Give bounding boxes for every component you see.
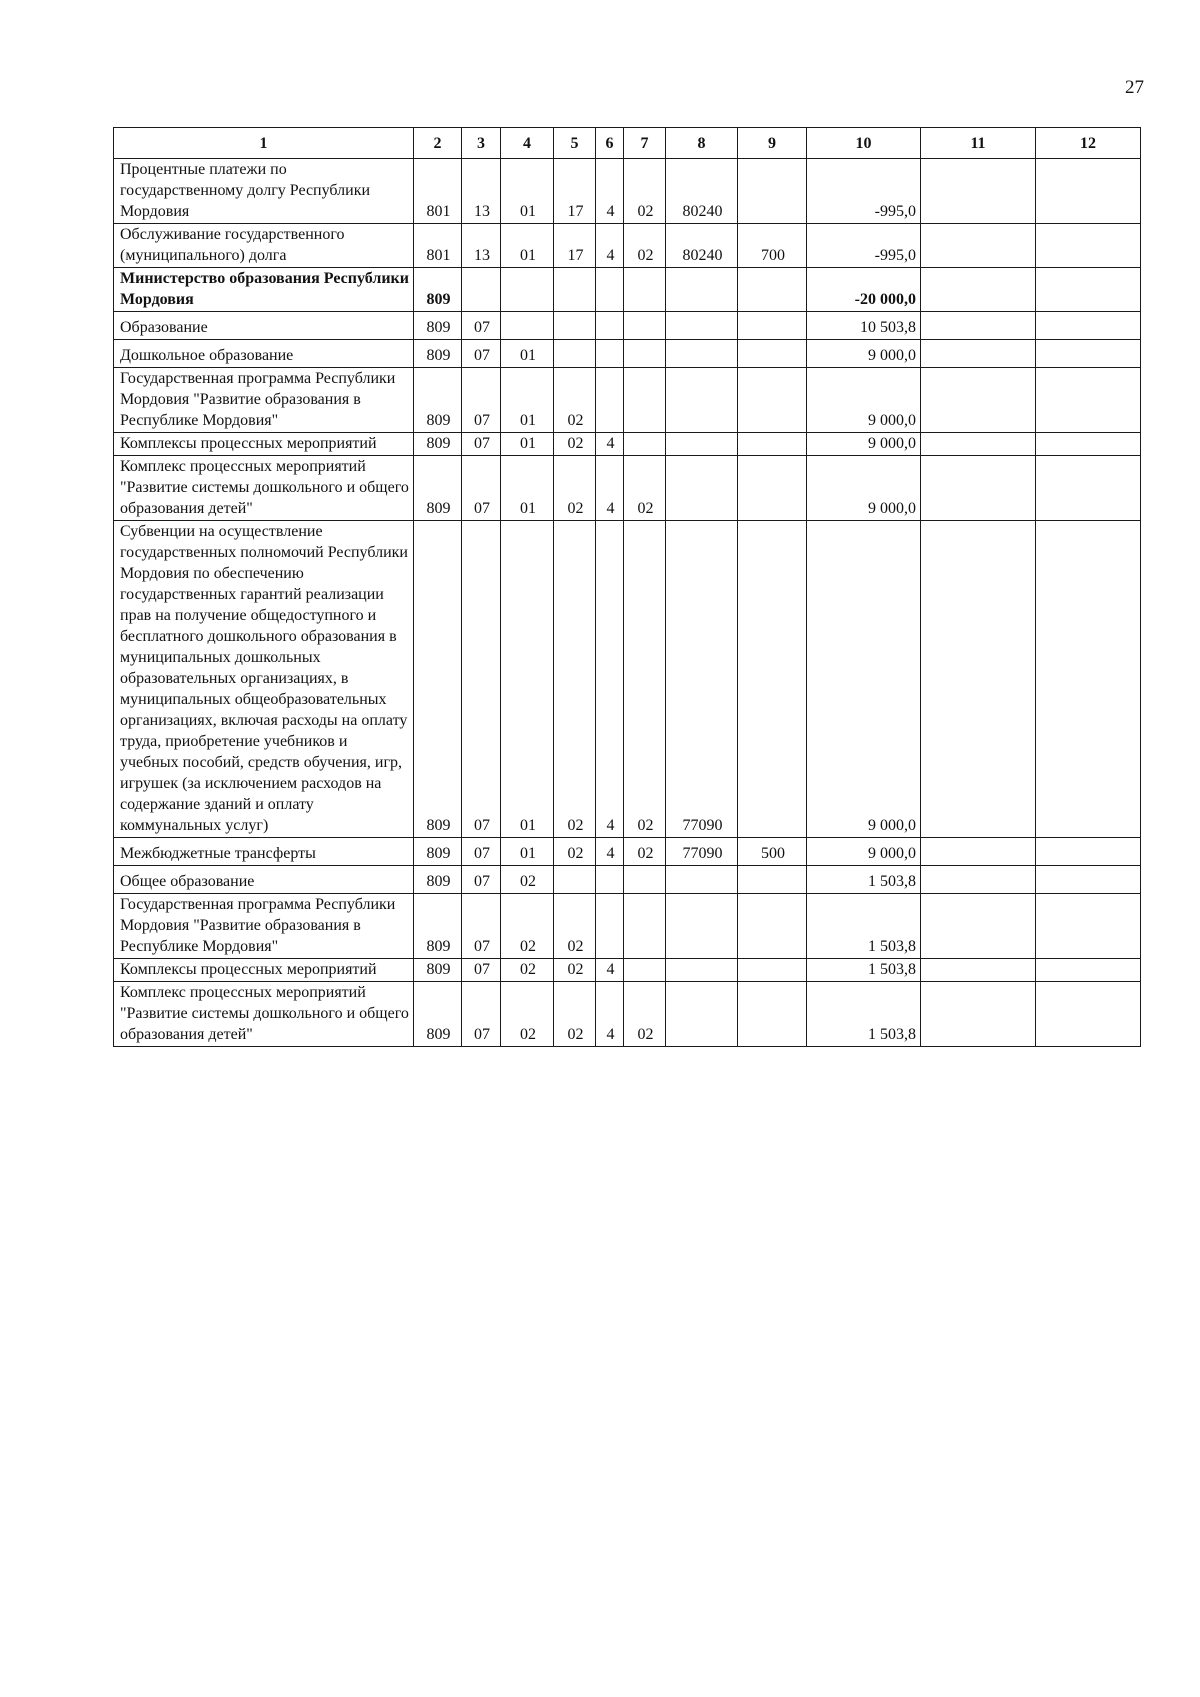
- cell-col-9: 500: [738, 838, 807, 866]
- amount-cell: 9 000,0: [807, 433, 921, 456]
- item-name-cell: Межбюджетные трансферты: [114, 838, 414, 866]
- cell-col-6: [596, 368, 624, 433]
- cell-col-12: [1036, 159, 1141, 224]
- cell-col-2: 801: [414, 159, 462, 224]
- cell-col-6: 4: [596, 456, 624, 521]
- column-header: 3: [462, 128, 501, 159]
- cell-col-6: 4: [596, 224, 624, 268]
- column-header: 4: [501, 128, 554, 159]
- table-row: [114, 340, 1141, 368]
- amount-cell: -995,0: [807, 159, 921, 224]
- cell-col-5: 02: [554, 368, 596, 433]
- cell-col-9: [738, 159, 807, 224]
- column-header: 7: [624, 128, 666, 159]
- cell-col-9: [738, 456, 807, 521]
- cell-col-11: [921, 456, 1036, 521]
- cell-col-11: [921, 340, 1036, 368]
- table-row: [114, 838, 1141, 866]
- cell-col-4: 01: [501, 159, 554, 224]
- page-number: 27: [1125, 77, 1144, 98]
- cell-col-4: 02: [501, 866, 554, 894]
- cell-col-12: [1036, 340, 1141, 368]
- cell-col-8: [666, 866, 738, 894]
- cell-col-6: [596, 866, 624, 894]
- amount-cell: -995,0: [807, 224, 921, 268]
- cell-col-7: 02: [624, 159, 666, 224]
- cell-col-6: [596, 894, 624, 959]
- column-header: 1: [114, 128, 414, 159]
- cell-col-12: [1036, 224, 1141, 268]
- cell-col-11: [921, 224, 1036, 268]
- amount-cell: -20 000,0: [807, 268, 921, 312]
- cell-col-3: 07: [462, 433, 501, 456]
- item-name-cell: Государственная программа Республики Мордовия "Развитие образования в Республике Мордовия": [114, 368, 414, 433]
- budget-table: [113, 127, 1141, 1047]
- cell-col-2: 809: [414, 433, 462, 456]
- cell-col-9: 700: [738, 224, 807, 268]
- item-name-cell: Процентные платежи по государственному долгу Республики Мордовия: [114, 159, 414, 224]
- cell-col-3: 07: [462, 894, 501, 959]
- cell-col-12: [1036, 866, 1141, 894]
- cell-col-3: 07: [462, 866, 501, 894]
- item-name-cell: Министерство образования Республики Мордовия: [114, 268, 414, 312]
- cell-col-11: [921, 521, 1036, 838]
- cell-col-7: [624, 433, 666, 456]
- cell-col-12: [1036, 982, 1141, 1047]
- cell-col-3: 07: [462, 959, 501, 982]
- cell-col-9: [738, 268, 807, 312]
- cell-col-6: [596, 312, 624, 340]
- cell-col-4: 01: [501, 224, 554, 268]
- cell-col-2: 801: [414, 224, 462, 268]
- table-row: [114, 368, 1141, 433]
- column-header: 10: [807, 128, 921, 159]
- cell-col-3: 13: [462, 159, 501, 224]
- table-row: [114, 312, 1141, 340]
- cell-col-9: [738, 521, 807, 838]
- amount-cell: 9 000,0: [807, 838, 921, 866]
- item-name-cell: Общее образование: [114, 866, 414, 894]
- item-name-cell: Комплекс процессных мероприятий "Развитие системы дошкольного и общего образования детей": [114, 982, 414, 1047]
- cell-col-9: [738, 368, 807, 433]
- cell-col-7: [624, 368, 666, 433]
- cell-col-7: [624, 312, 666, 340]
- cell-col-12: [1036, 456, 1141, 521]
- cell-col-2: 809: [414, 894, 462, 959]
- cell-col-5: 02: [554, 982, 596, 1047]
- table-row: [114, 866, 1141, 894]
- column-header: 6: [596, 128, 624, 159]
- cell-col-9: [738, 959, 807, 982]
- cell-col-11: [921, 982, 1036, 1047]
- cell-col-4: 01: [501, 456, 554, 521]
- cell-col-2: 809: [414, 959, 462, 982]
- amount-cell: 1 503,8: [807, 866, 921, 894]
- cell-col-2: 809: [414, 866, 462, 894]
- cell-col-3: 13: [462, 224, 501, 268]
- cell-col-2: 809: [414, 838, 462, 866]
- table-row: [114, 521, 1141, 838]
- cell-col-12: [1036, 894, 1141, 959]
- cell-col-5: [554, 340, 596, 368]
- item-name-cell: Субвенции на осуществление государственных полномочий Республики Мордовия по обеспечению государственных гарантий реализации прав на получение общедоступного и бесплатного дошкольного образования в муниципальных дошкольных образовательных организациях, в муниципальных общеобразовательных организациях, включая расходы на оплату труда, приобретение учебников и учебных пособий, средств обучения, игр, игрушек (за исключением расходов на содержание зданий и оплату коммунальных услуг): [114, 521, 414, 838]
- cell-col-2: 809: [414, 268, 462, 312]
- column-header: 12: [1036, 128, 1141, 159]
- cell-col-11: [921, 368, 1036, 433]
- column-header: 5: [554, 128, 596, 159]
- cell-col-8: [666, 312, 738, 340]
- cell-col-4: 01: [501, 521, 554, 838]
- table-row: [114, 456, 1141, 521]
- cell-col-5: 02: [554, 521, 596, 838]
- cell-col-4: 01: [501, 433, 554, 456]
- cell-col-7: [624, 866, 666, 894]
- cell-col-4: 02: [501, 894, 554, 959]
- amount-cell: 1 503,8: [807, 959, 921, 982]
- cell-col-2: 809: [414, 521, 462, 838]
- cell-col-3: 07: [462, 368, 501, 433]
- cell-col-8: [666, 959, 738, 982]
- cell-col-3: 07: [462, 456, 501, 521]
- amount-cell: 9 000,0: [807, 368, 921, 433]
- cell-col-3: 07: [462, 340, 501, 368]
- cell-col-8: [666, 268, 738, 312]
- cell-col-2: 809: [414, 312, 462, 340]
- cell-col-12: [1036, 368, 1141, 433]
- cell-col-8: 77090: [666, 838, 738, 866]
- cell-col-11: [921, 838, 1036, 866]
- cell-col-5: 17: [554, 224, 596, 268]
- cell-col-7: 02: [624, 982, 666, 1047]
- amount-cell: 1 503,8: [807, 982, 921, 1047]
- cell-col-4: 02: [501, 982, 554, 1047]
- cell-col-3: 07: [462, 982, 501, 1047]
- cell-col-2: 809: [414, 456, 462, 521]
- table-row: [114, 894, 1141, 959]
- cell-col-5: 02: [554, 433, 596, 456]
- cell-col-6: [596, 340, 624, 368]
- table-row: [114, 982, 1141, 1047]
- cell-col-12: [1036, 312, 1141, 340]
- table-row: [114, 959, 1141, 982]
- amount-cell: 1 503,8: [807, 894, 921, 959]
- table-row: [114, 433, 1141, 456]
- cell-col-7: 02: [624, 838, 666, 866]
- cell-col-8: [666, 894, 738, 959]
- cell-col-6: 4: [596, 159, 624, 224]
- cell-col-7: [624, 894, 666, 959]
- cell-col-5: [554, 268, 596, 312]
- column-header: 11: [921, 128, 1036, 159]
- cell-col-5: [554, 866, 596, 894]
- cell-col-7: [624, 340, 666, 368]
- cell-col-11: [921, 866, 1036, 894]
- cell-col-5: 02: [554, 838, 596, 866]
- cell-col-5: [554, 312, 596, 340]
- cell-col-2: 809: [414, 340, 462, 368]
- table-row: [114, 159, 1141, 224]
- item-name-cell: Комплексы процессных мероприятий: [114, 959, 414, 982]
- cell-col-4: 01: [501, 368, 554, 433]
- cell-col-6: 4: [596, 433, 624, 456]
- column-header: 9: [738, 128, 807, 159]
- item-name-cell: Образование: [114, 312, 414, 340]
- cell-col-8: 77090: [666, 521, 738, 838]
- cell-col-11: [921, 159, 1036, 224]
- cell-col-12: [1036, 838, 1141, 866]
- item-name-cell: Комплекс процессных мероприятий "Развитие системы дошкольного и общего образования детей": [114, 456, 414, 521]
- cell-col-8: 80240: [666, 224, 738, 268]
- cell-col-4: 02: [501, 959, 554, 982]
- column-header: 2: [414, 128, 462, 159]
- cell-col-12: [1036, 268, 1141, 312]
- cell-col-4: [501, 312, 554, 340]
- cell-col-4: 01: [501, 340, 554, 368]
- cell-col-7: 02: [624, 456, 666, 521]
- cell-col-6: 4: [596, 982, 624, 1047]
- cell-col-9: [738, 312, 807, 340]
- cell-col-3: 07: [462, 521, 501, 838]
- cell-col-11: [921, 433, 1036, 456]
- cell-col-5: 02: [554, 456, 596, 521]
- cell-col-8: [666, 456, 738, 521]
- cell-col-3: 07: [462, 312, 501, 340]
- cell-col-9: [738, 894, 807, 959]
- cell-col-6: 4: [596, 838, 624, 866]
- header-row: [114, 128, 1141, 159]
- cell-col-3: 07: [462, 838, 501, 866]
- amount-cell: 9 000,0: [807, 521, 921, 838]
- cell-col-4: 01: [501, 838, 554, 866]
- cell-col-11: [921, 312, 1036, 340]
- cell-col-2: 809: [414, 368, 462, 433]
- cell-col-5: 17: [554, 159, 596, 224]
- cell-col-9: [738, 340, 807, 368]
- cell-col-8: [666, 340, 738, 368]
- amount-cell: 9 000,0: [807, 340, 921, 368]
- cell-col-12: [1036, 433, 1141, 456]
- cell-col-8: [666, 982, 738, 1047]
- cell-col-9: [738, 433, 807, 456]
- cell-col-6: [596, 268, 624, 312]
- cell-col-11: [921, 894, 1036, 959]
- cell-col-5: 02: [554, 894, 596, 959]
- column-header: 8: [666, 128, 738, 159]
- item-name-cell: Комплексы процессных мероприятий: [114, 433, 414, 456]
- cell-col-7: [624, 268, 666, 312]
- cell-col-2: 809: [414, 982, 462, 1047]
- cell-col-11: [921, 268, 1036, 312]
- amount-cell: 9 000,0: [807, 456, 921, 521]
- table-body: [114, 159, 1141, 1047]
- item-name-cell: Обслуживание государственного (муниципального) долга: [114, 224, 414, 268]
- cell-col-7: 02: [624, 224, 666, 268]
- cell-col-5: 02: [554, 959, 596, 982]
- cell-col-7: 02: [624, 521, 666, 838]
- cell-col-12: [1036, 959, 1141, 982]
- cell-col-4: [501, 268, 554, 312]
- cell-col-12: [1036, 521, 1141, 838]
- cell-col-8: [666, 433, 738, 456]
- cell-col-6: 4: [596, 521, 624, 838]
- item-name-cell: Государственная программа Республики Мордовия "Развитие образования в Республике Мордовия": [114, 894, 414, 959]
- cell-col-8: [666, 368, 738, 433]
- item-name-cell: Дошкольное образование: [114, 340, 414, 368]
- table-row: [114, 268, 1141, 312]
- cell-col-6: 4: [596, 959, 624, 982]
- cell-col-9: [738, 982, 807, 1047]
- cell-col-11: [921, 959, 1036, 982]
- cell-col-8: 80240: [666, 159, 738, 224]
- cell-col-3: [462, 268, 501, 312]
- table-row: [114, 224, 1141, 268]
- amount-cell: 10 503,8: [807, 312, 921, 340]
- cell-col-7: [624, 959, 666, 982]
- cell-col-9: [738, 866, 807, 894]
